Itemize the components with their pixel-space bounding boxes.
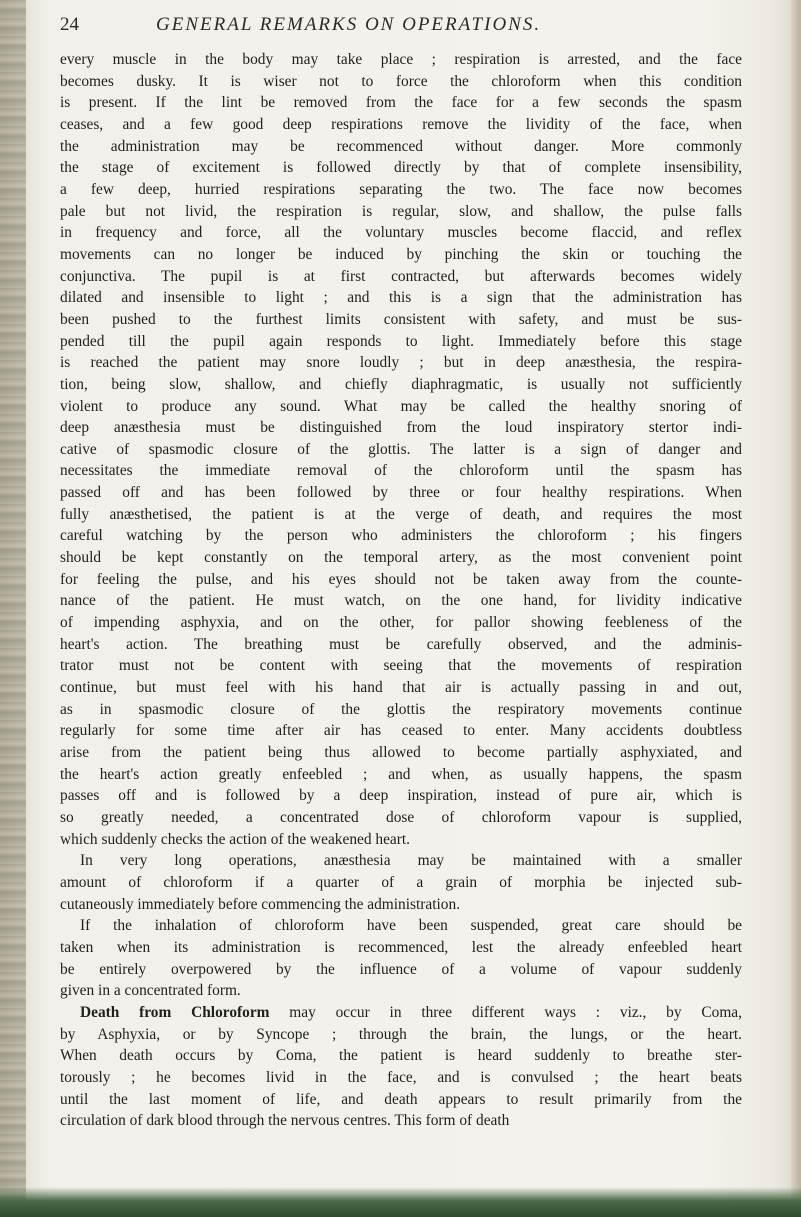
- text-line: as in spasmodic closure of the glottis the respiratory movements continue: [60, 700, 742, 718]
- text-line: in frequency and force, all the voluntary muscles become flaccid, and reflex: [60, 224, 742, 242]
- text-line: for feeling the pulse, and his eyes should not be taken away from the counte-: [60, 570, 742, 588]
- text-line: torously ; he becomes livid in the face, and is convulsed ; the heart beats: [60, 1068, 742, 1086]
- page-number: 24: [60, 14, 79, 35]
- text-line: heart's action. The breathing must be carefully observed, and the adminis-: [60, 635, 742, 653]
- text-line: amount of chloroform if a quarter of a grain of morphia be injected sub-: [60, 873, 742, 891]
- text-line: the stage of excitement is followed directly by that of complete insensibility,: [60, 159, 742, 177]
- text-line: every muscle in the body may take place ; respiration is arrested, and the face: [60, 51, 742, 68]
- running-head: GENERAL REMARKS ON OPERATIONS.: [156, 14, 542, 35]
- page-bottom-edge: [0, 1187, 801, 1217]
- text-line: which suddenly checks the action of the weakened heart.: [60, 830, 411, 848]
- text-line: tion, being slow, shallow, and chiefly diaphragmatic, is usually not sufficiently: [60, 375, 742, 393]
- text-line: cutaneously immediately before commencing the administration.: [60, 895, 461, 913]
- text-line: is reached the patient may snore loudly ; but in deep anæsthesia, the respira-: [60, 354, 742, 372]
- text-line: conjunctiva. The pupil is at first contracted, but afterwards becomes widely: [60, 267, 742, 285]
- text-line: circulation of dark blood through the nervous centres. This form of death: [60, 1112, 510, 1130]
- body-text: [60, 49, 742, 1132]
- text-line: taken when its administration is recommenced, lest the already enfeebled heart: [60, 938, 742, 956]
- text-line: violent to produce any sound. What may be called the healthy snoring of: [60, 397, 742, 415]
- text-line: until the last moment of life, and death appears to result primarily from the: [60, 1090, 742, 1108]
- page-edge: [791, 0, 801, 1217]
- text-line: becomes dusky. It is wiser not to force the chloroform when this condition: [60, 72, 742, 90]
- text-line: passes off and is followed by a deep inspiration, instead of pure air, which is: [60, 787, 742, 805]
- text-line: [60, 1002, 742, 1024]
- paragraph: [60, 49, 742, 850]
- text-line: necessitates the immediate removal of the chloroform until the spasm has: [60, 462, 742, 480]
- text-line: nance of the patient. He must watch, on the one hand, for lividity indicative: [60, 592, 742, 610]
- text-line: arise from the patient being thus allowed to become partially asphyxiated, and: [60, 744, 742, 761]
- page-binding-shadow: [0, 0, 26, 1217]
- text-line: the heart's action greatly enfeebled ; and when, as usually happens, the spasm: [60, 765, 742, 783]
- text-line: trator must not be content with seeing that the movements of respiration: [60, 657, 742, 675]
- paragraph: [60, 850, 742, 915]
- text-line: of impending asphyxia, and on the other, for pallor showing feebleness of the: [60, 614, 742, 632]
- text-line: pale but not livid, the respiration is regular, slow, and shallow, the pulse falls: [60, 202, 742, 220]
- text-line: fully anæsthetised, the patient is at the verge of death, and requires the most: [60, 505, 742, 523]
- text-line: been pushed to the furthest limits consistent with safety, and must be sus-: [60, 310, 742, 328]
- text-line: passed off and has been followed by three or four healthy respirations. When: [60, 484, 742, 502]
- text-line: careful watching by the person who administers the chloroform ; his fingers: [60, 527, 742, 545]
- text-line: by Asphyxia, or by Syncope ; through the brain, the lungs, or the heart.: [60, 1025, 742, 1043]
- text-line: is present. If the lint be removed from the face for a few seconds the spasm: [60, 94, 742, 112]
- paragraph: [60, 915, 742, 1002]
- page-header: [60, 14, 760, 44]
- text-line: regularly for some time after air has ceased to enter. Many accidents doubtless: [60, 722, 742, 740]
- text-line: movements can no longer be induced by pinching the skin or touching the: [60, 245, 742, 263]
- text-line: cative of spasmodic closure of the glottis. The latter is a sign of danger and: [60, 440, 742, 458]
- text-line: deep anæsthesia must be distinguished from the loud inspiratory stertor indi-: [60, 419, 742, 437]
- text-line: continue, but must feel with his hand that air is actually passing in and out,: [60, 679, 742, 697]
- text-line: In very long operations, anæsthesia may be maintained with a smaller: [80, 852, 742, 870]
- text-line: the administration may be recommenced without danger. More commonly: [60, 137, 742, 155]
- text-line: dilated and insensible to light ; and this is a sign that the administration has: [60, 289, 742, 307]
- text-line: pended till the pupil again responds to light. Immediately before this stage: [60, 332, 742, 350]
- text-line: ceases, and a few good deep respirations remove the lividity of the face, when: [60, 115, 742, 133]
- text-line: a few deep, hurried respirations separating the two. The face now becomes: [60, 180, 742, 198]
- text-line: When death occurs by Coma, the patient is heard suddenly to breathe ster-: [60, 1047, 742, 1065]
- text-line: so greatly needed, a concentrated dose of chloroform vapour is supplied,: [60, 808, 742, 826]
- text-line: be entirely overpowered by the influence of a volume of vapour suddenly: [60, 960, 742, 978]
- section-lead: Death from Chloroform: [80, 1003, 270, 1021]
- paragraph: [60, 1002, 742, 1132]
- text-line: If the inhalation of chloroform have been suspended, great care should be: [80, 917, 742, 935]
- text-line: given in a concentrated form.: [60, 982, 241, 1000]
- text-line: should be kept constantly on the temporal artery, as the most convenient point: [60, 549, 742, 567]
- text-line-rest: may occur in three different ways : viz., by Coma,: [269, 1003, 742, 1021]
